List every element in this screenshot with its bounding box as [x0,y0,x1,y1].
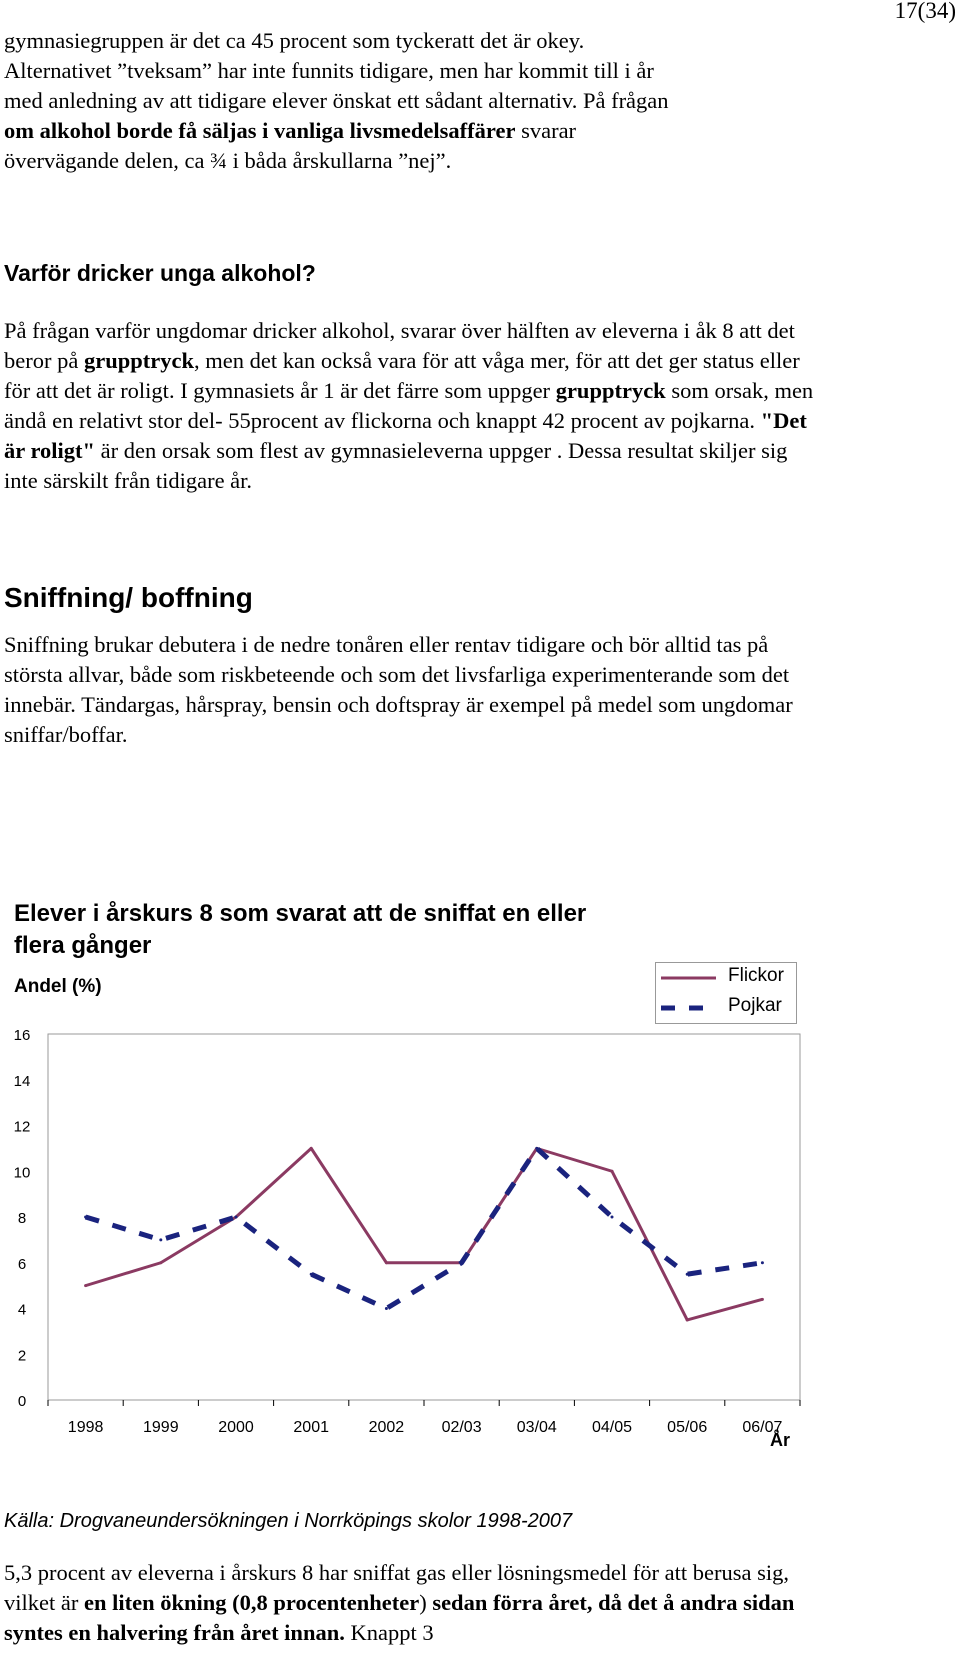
data-point-pojkar [84,1216,87,1219]
data-point-pojkar [159,1238,162,1241]
text-run: , men det kan också vara för att våga mer, för att det ger status eller för att det är roligt. I gymnasiets år 1 är det färre som uppger [4,348,800,403]
intro-text: svarar [515,118,577,143]
data-point-flickor [385,1261,388,1264]
text-run: ) [419,1590,433,1615]
x-tick-label: 2000 [218,1419,254,1436]
legend-label-flickor: Flickor [728,965,784,986]
chart-y-axis-label: Andel (%) [14,976,102,997]
chart-legend [655,962,797,1024]
data-point-flickor [686,1318,689,1321]
x-tick-label: 05/06 [667,1419,708,1436]
data-point-pojkar [310,1273,313,1276]
y-tick-label: 10 [13,1164,31,1182]
series-line-flickor [86,1148,763,1320]
y-tick-label: 2 [17,1347,27,1365]
data-point-pojkar [611,1216,614,1219]
y-tick-label: 6 [17,1255,27,1273]
data-point-pojkar [535,1147,538,1150]
intro-line: med anledning av att tidigare elever önskat ett sådant alternativ. På frågan [4,88,669,113]
x-tick-label: 04/05 [591,1419,633,1436]
section-heading-sniffing: Sniffning/ boffning [4,582,253,613]
x-axis-label: År [769,1430,791,1450]
bold-run: grupptryck [83,348,194,373]
y-tick-label: 12 [13,1118,31,1136]
text-run: är den orsak som flest av gymnasieleverna uppger . Dessa resultat skiljer sig inte särskilt från tidigare år. [4,438,788,493]
text-run: 5,3 procent av eleverna i årskurs 8 har sniffat gas eller lösningsmedel för att berusa sig, vilket är [4,1560,789,1615]
data-point-flickor [235,1216,238,1219]
y-tick-label: 0 [17,1393,27,1410]
data-point-pojkar [761,1261,764,1264]
intro-paragraph [4,26,824,176]
data-point-pojkar [460,1261,463,1264]
bold-run: sedan förra året, då det å andra sidan syntes en halvering från året innan. [4,1590,795,1645]
data-point-flickor [460,1261,463,1264]
source-caption: Källa: Drogvaneundersökningen i Norrköpings skolor 1998-2007 [4,1510,573,1532]
x-tick-label: 2002 [368,1419,405,1436]
y-tick-label: 14 [13,1072,31,1090]
alcohol-paragraph [4,316,824,496]
sniffing-paragraph: Sniffning brukar debutera i de nedre tonåren eller rentav tidigare och bör alltid tas på största allvar, både som riskbeteende och som det livsfarliga experimenterande som det innebär. Tändargas, hårspray, bensin och doftspray är exempel på medel som ungdomar sniffar/boffar. [4,632,793,747]
intro-line [4,116,824,146]
page-number: 17(34) [894,0,956,23]
section-heading-alcohol: Varför dricker unga alkohol? [4,260,316,286]
y-tick-label: 8 [17,1210,27,1227]
intro-line: övervägande delen, ca ¾ i båda årskullarna ”nej”. [4,148,452,173]
text-run: Knappt 3 [344,1620,434,1645]
intro-bold: om alkohol borde få säljas i vanliga livsmedelsaffärer [4,118,516,143]
chart-title: Elever i årskurs 8 som svarat att de sniffat en eller flera gånger [14,900,587,959]
closing-paragraph [4,1558,824,1648]
data-point-flickor [159,1261,162,1264]
text-run: som orsak, men ändå en relativt stor del- 55procent av flickorna och knappt 42 procent av pojkarna. [4,378,814,433]
y-tick-label: 4 [17,1301,27,1319]
data-point-pojkar [686,1273,689,1276]
y-tick-label: 16 [13,1027,31,1044]
data-point-pojkar [235,1216,238,1219]
series-line-pojkar [86,1148,763,1308]
x-tick-label: 03/04 [516,1419,557,1436]
text-run: På frågan varför ungdomar dricker alkohol, svarar över hälften av eleverna i åk 8 att det beror på [4,318,795,373]
x-tick-label: 1998 [67,1419,104,1436]
bold-run: en liten ökning (0,8 procentenheter [83,1590,420,1615]
data-point-flickor [611,1170,614,1173]
legend-label-pojkar: Pojkar [728,995,782,1016]
intro-line: gymnasiegruppen är det ca 45 procent som tyckeratt det är okey. [4,28,585,53]
x-tick-label: 06/07 [742,1419,783,1436]
plot-area [48,1034,800,1400]
data-point-pojkar [385,1307,388,1310]
x-tick-label: 1999 [143,1419,179,1436]
data-point-flickor [761,1298,764,1301]
intro-line: Alternativet ”tveksam” har inte funnits tidigare, men har kommit till i år [4,58,654,83]
data-point-flickor [310,1147,313,1150]
bold-run: grupptryck [555,378,666,403]
data-point-flickor [84,1284,87,1287]
x-tick-label: 2001 [293,1419,329,1436]
x-tick-label: 02/03 [441,1419,482,1436]
data-point-flickor [535,1147,538,1150]
bold-run: "Det är roligt" [4,408,807,463]
